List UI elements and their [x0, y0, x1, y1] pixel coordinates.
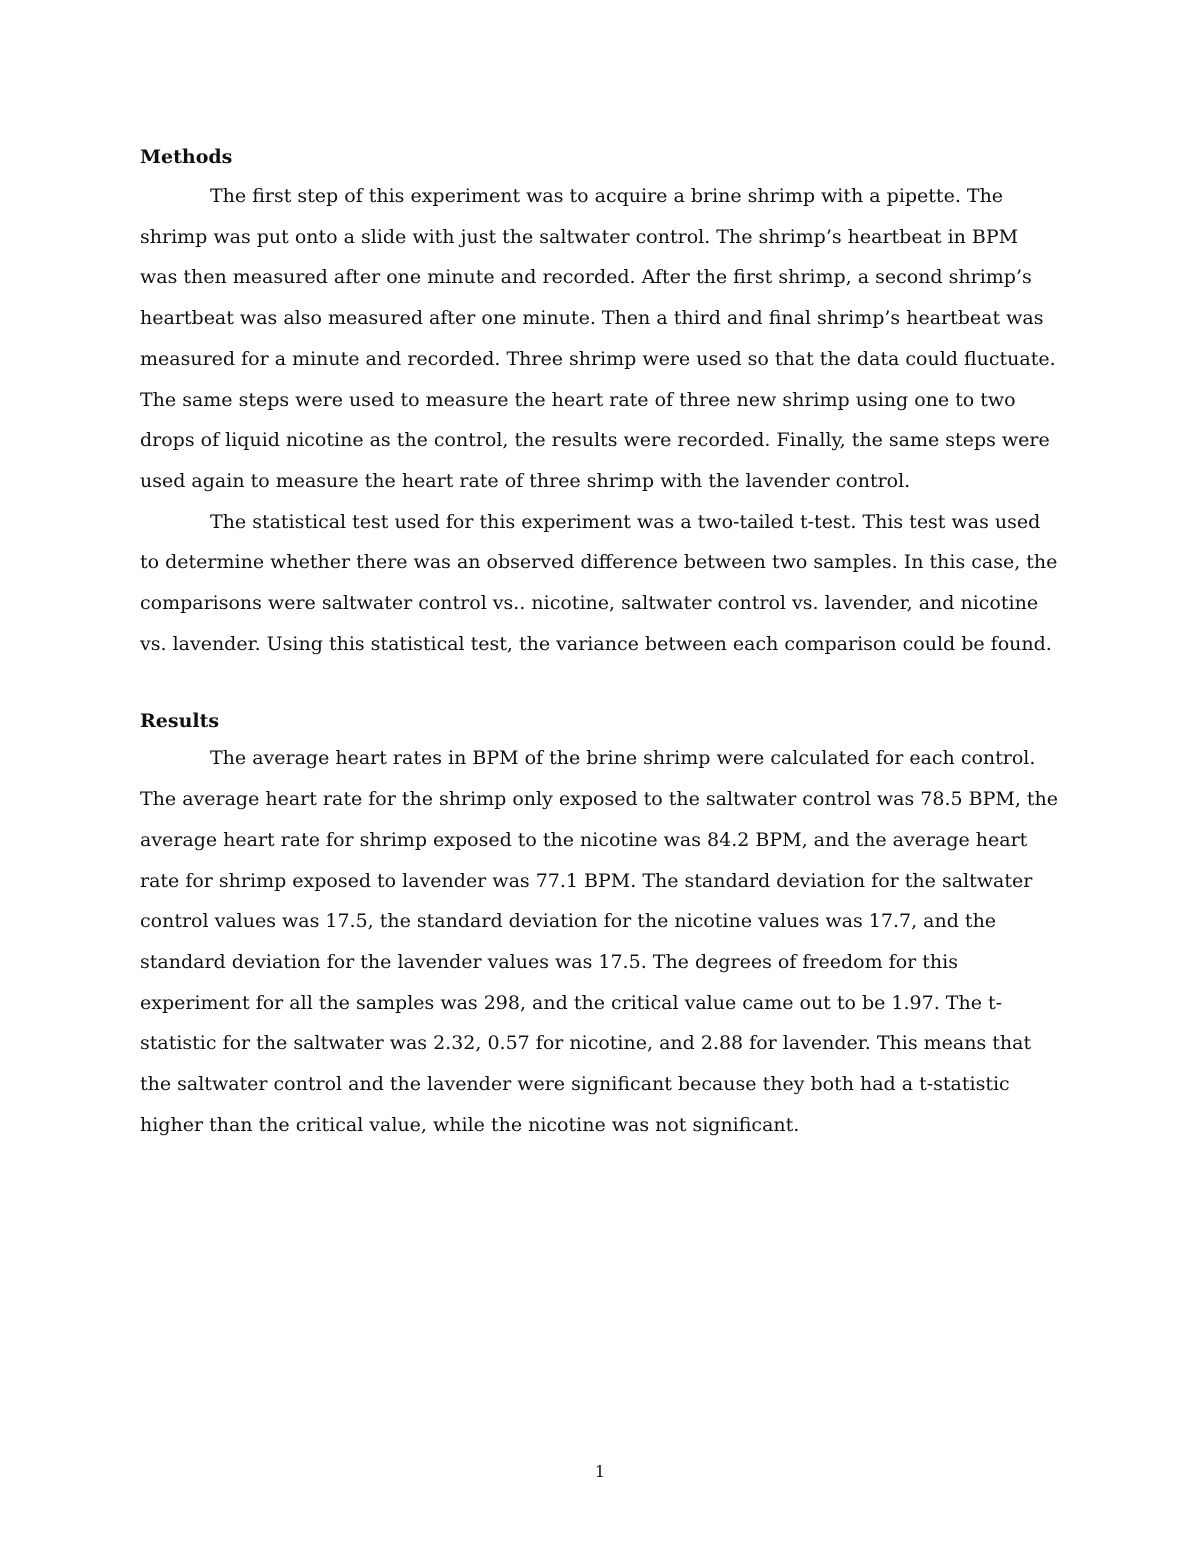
results-heading: Results	[140, 710, 220, 733]
methods-heading: Methods	[140, 146, 233, 168]
methods-paragraph-2: The statistical test used for this experiment was a two-tailed t-test. This test was used to determine whether there was an observed difference between two samples. In this case, the comparisons were saltwater control vs.. nicotine, saltwater control vs. lavender, and nicotine vs. lavender. Using this statistical test, the variance between each comparison could be found.	[140, 510, 1058, 655]
section-spacer	[140, 664, 1060, 704]
document-body	[140, 140, 1060, 1145]
methods-paragraph-1: The first step of this experiment was to acquire a brine shrimp with a pipette. The shrimp was put onto a slide with just the saltwater control. The shrimp’s heartbeat in BPM was then measured after one minute and recorded. After the first shrimp, a second shrimp’s heartbeat was also measured after one minute. Then a third and final shrimp’s heartbeat was measured for a minute and recorded. Three shrimp were used so that the data could fluctuate. The same steps were used to measure the heart rate of three new shrimp using one to two drops of liquid nicotine as the control, the results were recorded. Finally, the same steps were used again to measure the heart rate of three shrimp with the lavender control.	[140, 185, 1056, 492]
page-number: 1	[594, 1462, 606, 1481]
results-paragraph-1: The average heart rates in BPM of the brine shrimp were calculated for each control. The average heart rate for the shrimp only exposed to the saltwater control was 78.5 BPM, the average heart rate for shrimp exposed to the nicotine was 84.2 BPM, and the average heart rate for shrimp exposed to lavender was 77.1 BPM. The standard deviation for the saltwater control values was 17.5, the standard deviation for the nicotine values was 17.7, and the standard deviation for the lavender values was 17.5. The degrees of freedom for this experiment for all the samples was 298, and the critical value came out to be 1.97. The t-statistic for the saltwater was 2.32, 0.57 for nicotine, and 2.88 for lavender. This means that the saltwater control and the lavender were significant because they both had a t-statistic higher than the critical value, while the nicotine was not significant.	[140, 747, 1059, 1136]
